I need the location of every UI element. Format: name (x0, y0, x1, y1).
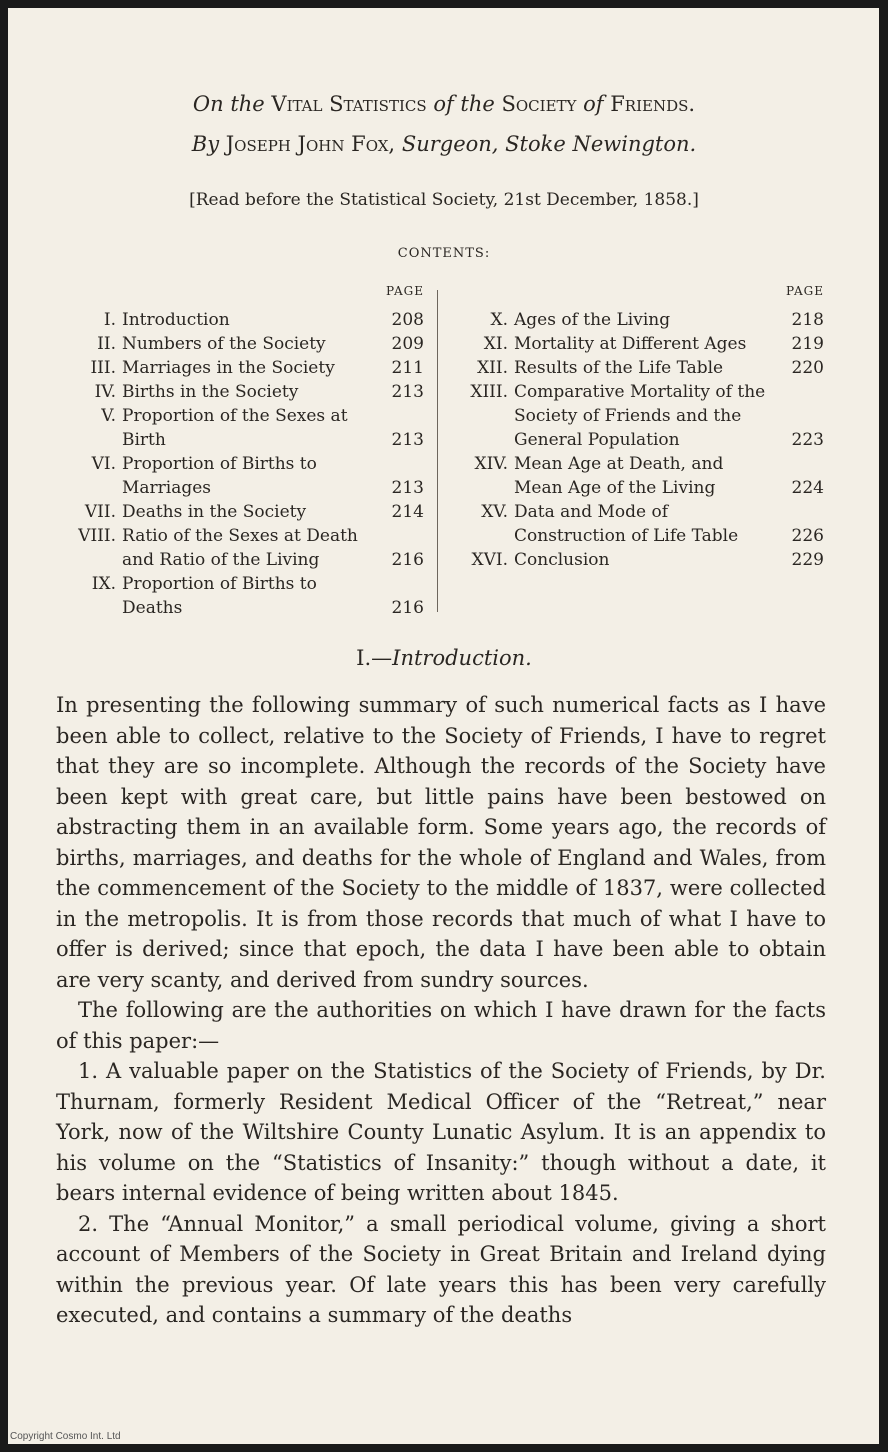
article-byline: By Joseph John Fox, Surgeon, Stoke Newington. (191, 132, 697, 156)
contents-entry (72, 524, 424, 572)
contents-entry (72, 308, 424, 332)
entry-page: 224 (791, 478, 824, 498)
entry-page: 229 (791, 550, 824, 570)
paragraph: The following are the authorities on which I have drawn for the facts of this paper:— (56, 998, 826, 1053)
entry-title: Introduction (122, 310, 230, 330)
contents-entry (452, 356, 824, 380)
contents-entry (72, 380, 424, 404)
entry-number: XII. (477, 358, 508, 378)
entry-page: 208 (391, 310, 424, 330)
entry-number: IV. (94, 382, 116, 402)
contents-list-right (452, 308, 824, 572)
read-note: [Read before the Statistical Society, 21st December, 1858.] (189, 190, 699, 210)
entry-page: 219 (791, 334, 824, 354)
entry-page: 226 (791, 526, 824, 546)
entry-page: 213 (391, 430, 424, 450)
entry-title: Results of the Life Table (514, 358, 724, 378)
copyright-notice: Copyright Cosmo Int. Ltd (10, 1431, 121, 1442)
entry-number: I. (103, 310, 116, 330)
entry-title: Marriages in the Society (122, 358, 335, 378)
contents-entry (72, 500, 424, 524)
entry-number: XIV. (474, 454, 508, 474)
entry-number: IX. (91, 574, 116, 594)
entry-page: 209 (391, 334, 424, 354)
entry-page: 213 (391, 478, 424, 498)
contents-entry (72, 404, 424, 452)
contents-entry (72, 572, 424, 620)
entry-title: Ages of the Living (514, 310, 671, 330)
entry-page: 213 (391, 382, 424, 402)
entry-title: Conclusion (514, 550, 610, 570)
entry-title: Proportion of Births to Deaths (122, 574, 317, 618)
entry-page: 211 (391, 358, 424, 378)
entry-number: V. (101, 406, 116, 426)
entry-number: III. (90, 358, 116, 378)
entry-title: Comparative Mortality of the Society of Friends and the General Population (514, 382, 766, 450)
contents-right-column (452, 284, 824, 572)
contents-entry (452, 308, 824, 332)
entry-title: Mortality at Different Ages (514, 334, 747, 354)
entry-number: X. (490, 310, 508, 330)
entry-title: Mean Age at Death, and Mean Age of the Living (514, 454, 724, 498)
entry-number: VIII. (78, 526, 116, 546)
entry-page: 223 (791, 430, 824, 450)
contents-entry (452, 332, 824, 356)
entry-title: Data and Mode of Construction of Life Table (514, 502, 739, 546)
entry-page: 220 (791, 358, 824, 378)
paragraph: 2. The “Annual Monitor,” a small periodical volume, giving a short account of Members of the Society in Great Britain and Ireland dying within the previous year. Of late years this has been very carefully executed, and contains a summary of the deaths (56, 1211, 826, 1327)
contents-entry (72, 452, 424, 500)
entry-title: Ratio of the Sexes at Death and Ratio of the Living (122, 526, 358, 570)
page-label: PAGE (386, 284, 424, 298)
entry-title: Proportion of Births to Marriages (122, 454, 317, 498)
entry-number: XVI. (471, 550, 508, 570)
paragraph: In presenting the following summary of such numerical facts as I have been able to collect, relative to the Society of Friends, I have to regret that they are so incomplete. Although the records of the Society have been kept with great care, but little pains have been bestowed on abstracting them in an available form. Some years ago, the records of births, marriages, and deaths for the whole of England and Wales, from the commencement of the Society to the middle of 1837, were collected in the metropolis. It is from those records that much of what I have to offer is derived; since that epoch, the data I have been able to obtain are very scanty, and derived from sundry sources. (56, 693, 826, 992)
entry-number: XI. (483, 334, 508, 354)
contents-entry (72, 356, 424, 380)
entry-title: Deaths in the Society (122, 502, 307, 522)
entry-number: XV. (481, 502, 508, 522)
entry-title: Proportion of the Sexes at Birth (122, 406, 348, 450)
paragraph: 1. A valuable paper on the Statistics of the Society of Friends, by Dr. Thurnam, formerly Resident Medical Officer of the “Retreat,” near York, now of the Wiltshire County Lunatic Asylum. It is an appendix to his volume on the “Statistics of Insanity:” though without a date, it bears internal evidence of being written about 1845. (56, 1059, 826, 1205)
contents-list-left (72, 308, 424, 620)
contents-left-column (72, 284, 424, 620)
contents-entry (452, 500, 824, 548)
contents-entry (452, 452, 824, 500)
page-label: PAGE (786, 284, 824, 298)
entry-page: 218 (791, 310, 824, 330)
entry-title: Births in the Society (122, 382, 299, 402)
entry-number: VI. (91, 454, 116, 474)
contents-entry (452, 380, 824, 452)
contents-entry (452, 548, 824, 572)
column-divider (437, 290, 438, 612)
entry-title: Numbers of the Society (122, 334, 326, 354)
contents-entry (72, 332, 424, 356)
article-title: On the Vital Statistics of the Society of Friends. (192, 92, 696, 116)
entry-number: VII. (84, 502, 116, 522)
entry-page: 214 (391, 502, 424, 522)
contents-heading: CONTENTS: (397, 246, 491, 261)
section-heading: I.—Introduction. (356, 646, 532, 670)
body-text (56, 690, 826, 1331)
entry-number: XIII. (470, 382, 508, 402)
entry-page: 216 (391, 550, 424, 570)
entry-number: II. (97, 334, 116, 354)
entry-page: 216 (391, 598, 424, 618)
